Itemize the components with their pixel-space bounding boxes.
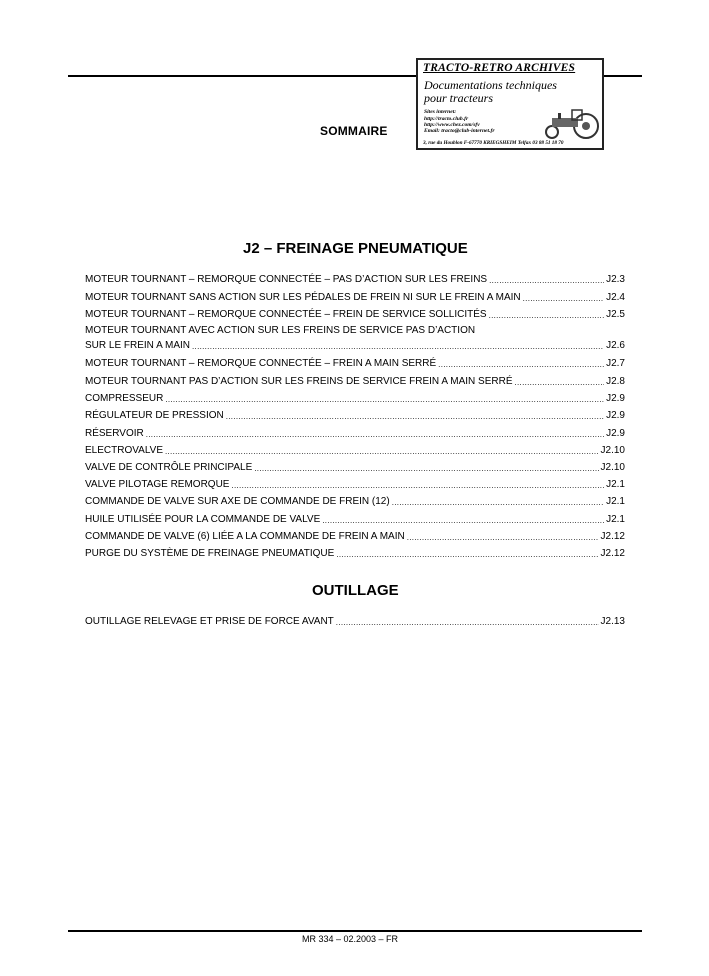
dot-leader xyxy=(192,340,604,352)
toc-entry-label: RÉSERVOIR xyxy=(85,428,144,439)
toc-entry-page: J2.4 xyxy=(606,292,625,303)
toc-entry[interactable] xyxy=(85,338,625,352)
archive-stamp xyxy=(416,58,604,150)
footer-reference: MR 334 – 02.2003 – FR xyxy=(302,934,399,944)
dot-leader xyxy=(226,410,604,422)
toc-entry-label: MOTEUR TOURNANT – REMORQUE CONNECTÉE – FREIN A MAIN SERRÉ xyxy=(85,358,437,369)
toc-entry-page: J2.5 xyxy=(606,309,625,320)
stamp-site-1: http://tracto.club.fr xyxy=(424,116,469,122)
toc-entry[interactable] xyxy=(85,391,625,405)
toc-entry[interactable] xyxy=(85,307,625,321)
toc-entry-label: ELECTROVALVE xyxy=(85,445,163,456)
dot-leader xyxy=(254,462,598,474)
toc-entry-page: J2.7 xyxy=(606,358,625,369)
dot-leader xyxy=(336,616,599,628)
stamp-email: Email: tracto@club-internet.fr xyxy=(424,128,495,134)
stamp-address: 3, rue du Houblon F-67770 KRIEGSHEIM Telfax 03 88 51 18 70 xyxy=(423,140,564,146)
stamp-subtitle-2: pour tracteurs xyxy=(424,91,493,105)
dot-leader xyxy=(489,309,605,321)
dot-leader xyxy=(165,445,599,457)
toc-entry-label: MOTEUR TOURNANT PAS D’ACTION SUR LES FREINS DE SERVICE FREIN A MAIN SERRÉ xyxy=(85,376,513,387)
toc-entry-page: J2.1 xyxy=(606,514,625,525)
toc-entry-label: MOTEUR TOURNANT – REMORQUE CONNECTÉE – FREIN DE SERVICE SOLLICITÉS xyxy=(85,309,487,320)
toc-entry-label: PURGE DU SYSTÈME DE FREINAGE PNEUMATIQUE xyxy=(85,548,335,559)
dot-leader xyxy=(523,292,604,304)
toc-entry-label: HUILE UTILISÉE POUR LA COMMANDE DE VALVE xyxy=(85,514,321,525)
dot-leader xyxy=(146,428,604,440)
stamp-subtitle-1: Documentations techniques xyxy=(424,78,557,92)
dot-leader xyxy=(165,393,604,405)
toc-entry-label: COMMANDE DE VALVE (6) LIÉE A LA COMMANDE DE FREIN A MAIN xyxy=(85,531,405,542)
toc-entry[interactable] xyxy=(85,546,625,560)
section-title-outillage: OUTILLAGE xyxy=(312,582,399,599)
toc-entry[interactable] xyxy=(85,426,625,440)
toc-entry-page: J2.10 xyxy=(600,462,625,473)
toc-entry-label: COMMANDE DE VALVE SUR AXE DE COMMANDE DE FREIN (12) xyxy=(85,496,390,507)
toc-entry-page: J2.9 xyxy=(606,428,625,439)
toc-entry-page: J2.6 xyxy=(606,340,625,351)
toc-entry[interactable] xyxy=(85,408,625,422)
toc-entry-page: J2.12 xyxy=(600,548,625,559)
toc-entry[interactable] xyxy=(85,512,625,526)
toc-entry[interactable] xyxy=(85,272,625,286)
toc-entry[interactable] xyxy=(85,494,625,508)
toc-entry[interactable] xyxy=(85,374,625,388)
dot-leader xyxy=(392,496,604,508)
dot-leader xyxy=(407,531,599,543)
toc-entry[interactable] xyxy=(85,614,625,628)
toc-entry-label-line1: MOTEUR TOURNANT AVEC ACTION SUR LES FREINS DE SERVICE PAS D’ACTION xyxy=(85,325,476,336)
bottom-rule xyxy=(68,930,642,932)
toc-entry[interactable] xyxy=(85,443,625,457)
toc-entry-page: J2.13 xyxy=(600,616,625,627)
dot-leader xyxy=(231,479,604,491)
toc-entry-label: SUR LE FREIN A MAIN xyxy=(85,340,191,351)
toc-entry[interactable] xyxy=(85,290,625,304)
toc-entry[interactable] xyxy=(85,529,625,543)
toc-entry[interactable] xyxy=(85,356,625,370)
dot-leader xyxy=(489,274,604,286)
dot-leader xyxy=(438,358,604,370)
toc-entry-label: RÉGULATEUR DE PRESSION xyxy=(85,410,224,421)
dot-leader xyxy=(322,514,604,526)
toc-entry-label: MOTEUR TOURNANT – REMORQUE CONNECTÉE – PAS D’ACTION SUR LES FREINS xyxy=(85,274,488,285)
toc-entry-page: J2.3 xyxy=(606,274,625,285)
section-title-freinage: J2 – FREINAGE PNEUMATIQUE xyxy=(243,240,468,257)
toc-entry-label: OUTILLAGE RELEVAGE ET PRISE DE FORCE AVANT xyxy=(85,616,334,627)
toc-entry-page: J2.9 xyxy=(606,393,625,404)
stamp-sites-label: Sites internet: xyxy=(424,109,457,115)
toc-entry-label: VALVE DE CONTRÔLE PRINCIPALE xyxy=(85,462,253,473)
toc-entry-page: J2.9 xyxy=(606,410,625,421)
toc-entry-page: J2.10 xyxy=(600,445,625,456)
toc-entry-label: COMPRESSEUR xyxy=(85,393,164,404)
dot-leader xyxy=(336,548,598,560)
toc-entry-label: MOTEUR TOURNANT SANS ACTION SUR LES PÉDALES DE FREIN NI SUR LE FREIN A MAIN xyxy=(85,292,521,303)
stamp-title: TRACTO-RETRO ARCHIVES xyxy=(423,62,576,74)
dot-leader xyxy=(515,376,605,388)
toc-entry-page: J2.1 xyxy=(606,479,625,490)
toc-entry[interactable] xyxy=(85,477,625,491)
toc-entry-page: J2.1 xyxy=(606,496,625,507)
toc-entry-label: VALVE PILOTAGE REMORQUE xyxy=(85,479,230,490)
toc-entry[interactable] xyxy=(85,460,625,474)
page-heading: SOMMAIRE xyxy=(320,124,388,138)
toc-entry-page: J2.12 xyxy=(600,531,625,542)
stamp-site-2: http://www.chez.com/sfv xyxy=(424,122,480,128)
toc-entry-page: J2.8 xyxy=(606,376,625,387)
tractor-icon xyxy=(538,104,602,140)
